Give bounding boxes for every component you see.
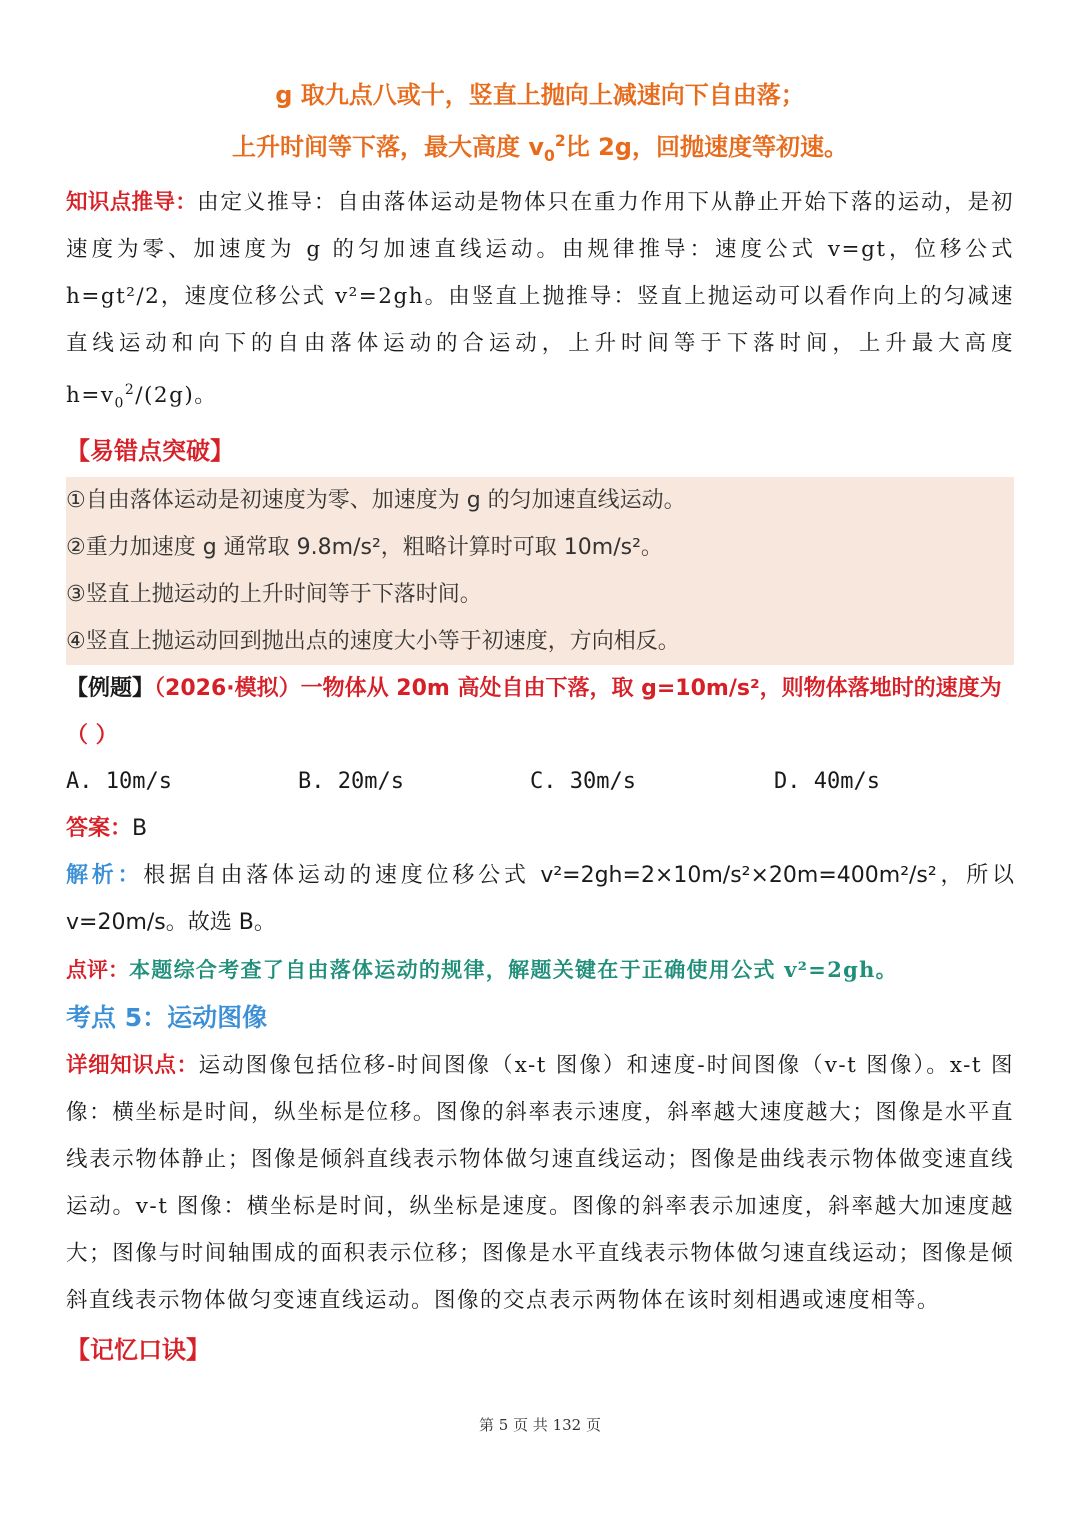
detail-label: 详细知识点： — [66, 1053, 199, 1079]
detail-text: 运动图像包括位移-时间图像（x-t 图像）和速度-时间图像（v-t 图像）。x-t 图像：横坐标是时间，纵坐标是位移。图像的斜率表示速度，斜率越大速度越大；图像是水平直线表示物体静止；图像是倾斜直线表示物体做匀速直线运动；图像是曲线表示物体做变速直线运动。v-t 图像：横坐标是时间，纵坐标是速度。图像的斜率表示加速度，斜率越大加速度越大；图像与时间轴围成的面积表示位移；图像是水平直线表示物体做匀速直线运动；图像是倾斜直线表示物体做匀变速直线运动。图像的交点表示两物体在该时刻相遇或速度相等。 — [66, 1053, 1014, 1314]
derivation-sub: 0 — [114, 395, 125, 412]
option-c: C. 30m/s — [530, 769, 636, 795]
mistake-item: ③竖直上抛运动的上升时间等于下落时间。 — [66, 582, 482, 608]
section-5-title: 考点 5：运动图像 — [66, 1003, 268, 1033]
rhyme-sup: 2 — [554, 132, 566, 150]
mistake-item: ④竖直上抛运动回到抛出点的速度大小等于初速度，方向相反。 — [66, 629, 680, 655]
answer-label: 答案： — [66, 816, 133, 842]
mistake-item: ①自由落体运动是初速度为零、加速度为 g 的匀加速直线运动。 — [66, 488, 686, 514]
comment-line — [66, 946, 1014, 994]
derivation-text-end: /(2g)。 — [135, 382, 218, 408]
mistakes-heading: 【易错点突破】 — [66, 437, 234, 466]
example-options — [66, 759, 1014, 805]
answer-value: B — [132, 816, 148, 842]
rhyme-text-1: g 取九点八或十，竖直上抛向上减速向下自由落； — [275, 81, 805, 109]
analysis-text: 根据自由落体运动的速度位移公式 v²=2gh=2×10m/s²×20m=400m²/s²，所以 v=20m/s。故选 B。 — [66, 863, 1014, 936]
rhyme-sub: 0 — [544, 146, 555, 165]
option-b: B. 20m/s — [298, 769, 404, 795]
mistakes-box — [66, 477, 1014, 665]
derivation-sup: 2 — [124, 381, 136, 398]
analysis-line — [66, 852, 1014, 946]
option-d: D. 40m/s — [774, 769, 880, 795]
memory-heading: 【记忆口诀】 — [66, 1336, 210, 1365]
section-5-detail — [66, 1042, 1014, 1324]
example-question — [66, 665, 1014, 759]
option-a: A. 10m/s — [66, 769, 172, 795]
rhyme-text-2b: 比 2g，回抛速度等初速。 — [565, 133, 848, 161]
derivation-paragraph — [66, 179, 1014, 427]
analysis-label: 解析： — [66, 863, 144, 889]
derivation-text: 由定义推导：自由落体运动是物体只在重力作用下从静止开始下落的运动，是初速度为零、加速度为 g 的匀加速直线运动。由规律推导：速度公式 v=gt，位移公式 h=gt²/2，速度位移公式 v²=2gh。由竖直上抛推导：竖直上抛运动可以看作向上的匀减速直线运动和向下的自由落体运动的合运动，上升时间等于下落时间，上升最大高度 h=v — [66, 189, 1014, 408]
page-content — [66, 0, 1014, 1374]
answer-line — [66, 805, 1014, 852]
derivation-label: 知识点推导： — [66, 189, 198, 215]
example-label: 【例题】 — [66, 676, 155, 702]
rhyme-line-1 — [66, 72, 1014, 118]
mistake-item: ②重力加速度 g 通常取 9.8m/s²，粗略计算时可取 10m/s²。 — [66, 535, 663, 561]
page-footer: 第 5 页 共 132 页 — [478, 1416, 601, 1434]
rhyme-text-2a: 上升时间等下落，最大高度 v — [232, 133, 545, 161]
rhyme-line-2 — [66, 118, 1014, 179]
example-question-text: （2026·模拟）一物体从 20m 高处自由下落，取 g=10m/s²，则物体落地时的速度为（ ） — [66, 676, 1002, 749]
comment-text: 本题综合考查了自由落体运动的规律，解题关键在于正确使用公式 v²=2gh。 — [129, 957, 898, 983]
comment-label: 点评： — [66, 958, 129, 983]
